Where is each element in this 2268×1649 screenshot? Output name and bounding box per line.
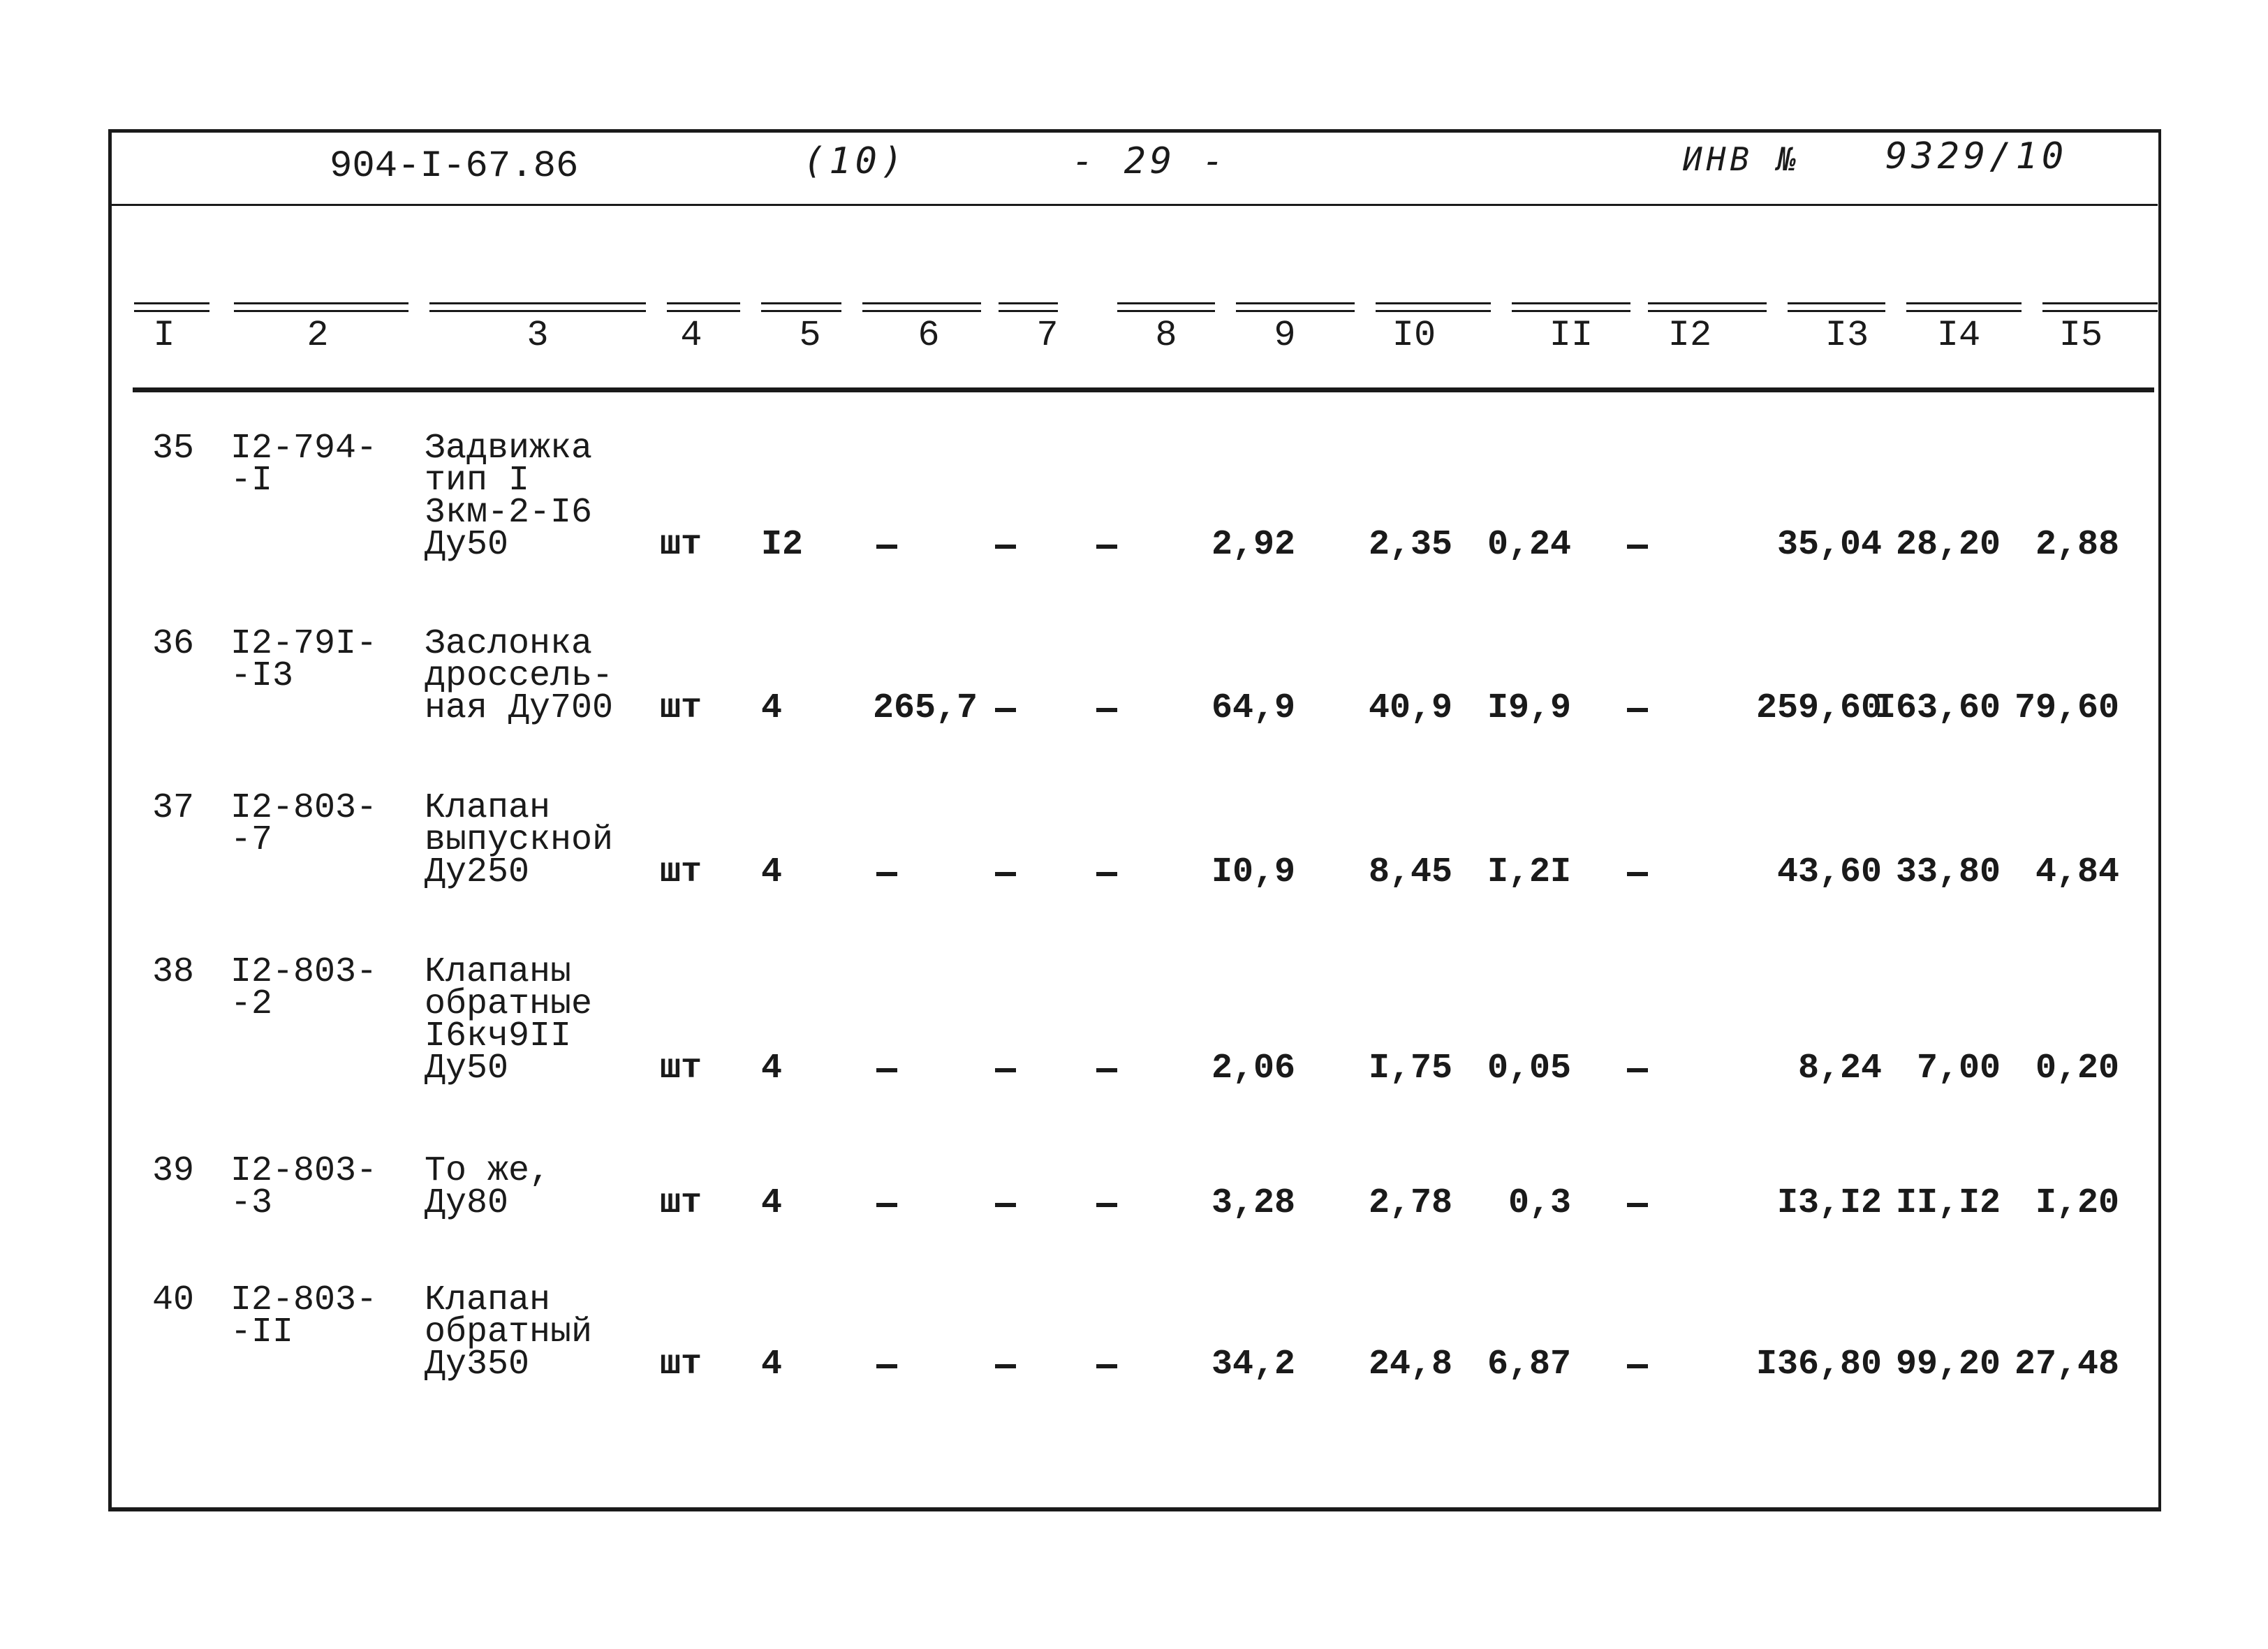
- col13-value: 35,04: [1776, 525, 1882, 565]
- col15-value: 2,88: [2035, 525, 2119, 565]
- column-number: 4: [680, 315, 702, 356]
- row-number: 38: [152, 952, 195, 992]
- unit: шт: [660, 525, 702, 565]
- empty-dash: [995, 708, 1016, 712]
- col15-value: I,20: [2035, 1183, 2119, 1223]
- quantity: 4: [761, 1049, 783, 1088]
- col13-value: 8,24: [1797, 1049, 1882, 1088]
- col10-value: 24,8: [1368, 1345, 1452, 1384]
- empty-dash: [995, 1203, 1016, 1207]
- column-number: I0: [1392, 315, 1436, 356]
- column-header-rule: [1906, 302, 2022, 312]
- table-header-rule: [133, 387, 2154, 392]
- column-number: I4: [1936, 315, 1981, 356]
- item-code: I2-794- -I: [230, 429, 378, 501]
- inventory-number: 9329/10: [1885, 135, 2068, 177]
- row-number: 39: [152, 1151, 195, 1191]
- empty-dash: [876, 1364, 897, 1368]
- col9-value: 34,2: [1211, 1345, 1295, 1384]
- column-header-rule: [429, 302, 646, 312]
- column-header-rule: [667, 302, 740, 312]
- col14-value: 7,00: [1916, 1049, 2001, 1088]
- col9-value: 2,06: [1211, 1049, 1295, 1088]
- item-code: I2-803- -3: [230, 1151, 378, 1223]
- column-header-rule: [1236, 302, 1355, 312]
- quantity: 4: [761, 1345, 783, 1384]
- unit: шт: [660, 1183, 702, 1223]
- col14-value: 28,20: [1895, 525, 2001, 565]
- empty-dash: [1627, 1203, 1648, 1207]
- column-number: 6: [918, 315, 940, 356]
- col14-value: 99,20: [1895, 1345, 2001, 1384]
- column-header-rule: [1117, 302, 1215, 312]
- empty-dash: [1627, 708, 1648, 712]
- item-name: Клапан обратный Ду350: [425, 1280, 593, 1384]
- empty-dash: [995, 545, 1016, 549]
- col15-value: 79,60: [2014, 688, 2119, 728]
- column-header-rule: [1512, 302, 1630, 312]
- col14-value: II,I2: [1895, 1183, 2001, 1223]
- column-number: I3: [1825, 315, 1869, 356]
- empty-dash: [995, 1364, 1016, 1368]
- col11-value: I,2I: [1487, 852, 1571, 892]
- column-header-rule: [1648, 302, 1767, 312]
- item-code: I2-803- -7: [230, 788, 378, 860]
- column-header-rule: [1788, 302, 1885, 312]
- quantity: 4: [761, 1183, 783, 1223]
- col10-value: 2,35: [1368, 525, 1452, 565]
- column-number: 9: [1274, 315, 1296, 356]
- empty-dash: [876, 872, 897, 876]
- item-name: Клапан выпускной Ду250: [425, 788, 614, 892]
- column-number: 2: [307, 315, 329, 356]
- row-number: 37: [152, 788, 195, 828]
- col13-value: I3,I2: [1776, 1183, 1882, 1223]
- column-number: II: [1549, 315, 1593, 356]
- col14-value: 33,80: [1895, 852, 2001, 892]
- empty-dash: [876, 545, 897, 549]
- column-number: 3: [526, 315, 549, 356]
- col13-value: 43,60: [1776, 852, 1882, 892]
- col9-value: 64,9: [1211, 688, 1295, 728]
- header-divider: [112, 204, 2158, 206]
- col6-value: 265,7: [872, 688, 978, 728]
- unit: шт: [660, 688, 702, 728]
- col13-value: I36,80: [1755, 1345, 1882, 1384]
- empty-dash: [1096, 1203, 1117, 1207]
- row-number: 36: [152, 624, 195, 664]
- column-number: I: [153, 315, 175, 356]
- empty-dash: [995, 1068, 1016, 1072]
- empty-dash: [876, 1203, 897, 1207]
- col15-value: 27,48: [2014, 1345, 2119, 1384]
- unit: шт: [660, 1345, 702, 1384]
- sheet-mark: (10): [803, 140, 908, 182]
- doc-code: 904-I-67.86: [330, 145, 579, 188]
- empty-dash: [1627, 545, 1648, 549]
- col15-value: 0,20: [2035, 1049, 2119, 1088]
- col9-value: 2,92: [1211, 525, 1295, 565]
- col11-value: 6,87: [1487, 1345, 1571, 1384]
- col11-value: 0,05: [1487, 1049, 1571, 1088]
- item-code: I2-803- -2: [230, 952, 378, 1024]
- unit: шт: [660, 1049, 702, 1088]
- item-code: I2-803- -II: [230, 1280, 378, 1352]
- column-number: 5: [799, 315, 821, 356]
- empty-dash: [1096, 872, 1117, 876]
- item-name: Заслонка дроссель- ная Ду700: [425, 624, 614, 728]
- column-header-rule: [234, 302, 408, 312]
- column-header-rule: [1376, 302, 1491, 312]
- column-number: 8: [1155, 315, 1177, 356]
- empty-dash: [876, 1068, 897, 1072]
- page-number: - 29 -: [1072, 140, 1228, 182]
- col13-value: 259,60: [1755, 688, 1882, 728]
- column-number: I2: [1667, 315, 1712, 356]
- col15-value: 4,84: [2035, 852, 2119, 892]
- item-name: То же, Ду80: [425, 1151, 551, 1223]
- row-number: 35: [152, 429, 195, 468]
- col14-value: I63,60: [1874, 688, 2001, 728]
- empty-dash: [1096, 1068, 1117, 1072]
- empty-dash: [1627, 1068, 1648, 1072]
- col11-value: 0,24: [1487, 525, 1571, 565]
- column-header-rule: [862, 302, 981, 312]
- column-header-rule: [2042, 302, 2158, 312]
- col9-value: 3,28: [1211, 1183, 1295, 1223]
- quantity: 4: [761, 852, 783, 892]
- item-name: Клапаны обратные I6кч9II Ду50: [425, 952, 593, 1088]
- empty-dash: [1627, 872, 1648, 876]
- column-header-rule: [999, 302, 1058, 312]
- col10-value: I,75: [1368, 1049, 1452, 1088]
- item-code: I2-79I- -I3: [230, 624, 378, 696]
- empty-dash: [995, 872, 1016, 876]
- column-number: I5: [2059, 315, 2103, 356]
- empty-dash: [1627, 1364, 1648, 1368]
- item-name: Задвижка тип I 3км-2-I6 Ду50: [425, 429, 593, 565]
- column-header-rule: [134, 302, 209, 312]
- col10-value: 40,9: [1368, 688, 1452, 728]
- col9-value: I0,9: [1211, 852, 1295, 892]
- empty-dash: [1096, 545, 1117, 549]
- empty-dash: [1096, 708, 1117, 712]
- col10-value: 8,45: [1368, 852, 1452, 892]
- inventory-label: ИНВ №: [1683, 140, 1801, 178]
- column-number: 7: [1036, 315, 1059, 356]
- unit: шт: [660, 852, 702, 892]
- empty-dash: [1096, 1364, 1117, 1368]
- col11-value: 0,3: [1508, 1183, 1571, 1223]
- row-number: 40: [152, 1280, 195, 1320]
- col10-value: 2,78: [1368, 1183, 1452, 1223]
- quantity: I2: [761, 525, 804, 565]
- col11-value: I9,9: [1487, 688, 1571, 728]
- column-header-rule: [761, 302, 841, 312]
- quantity: 4: [761, 688, 783, 728]
